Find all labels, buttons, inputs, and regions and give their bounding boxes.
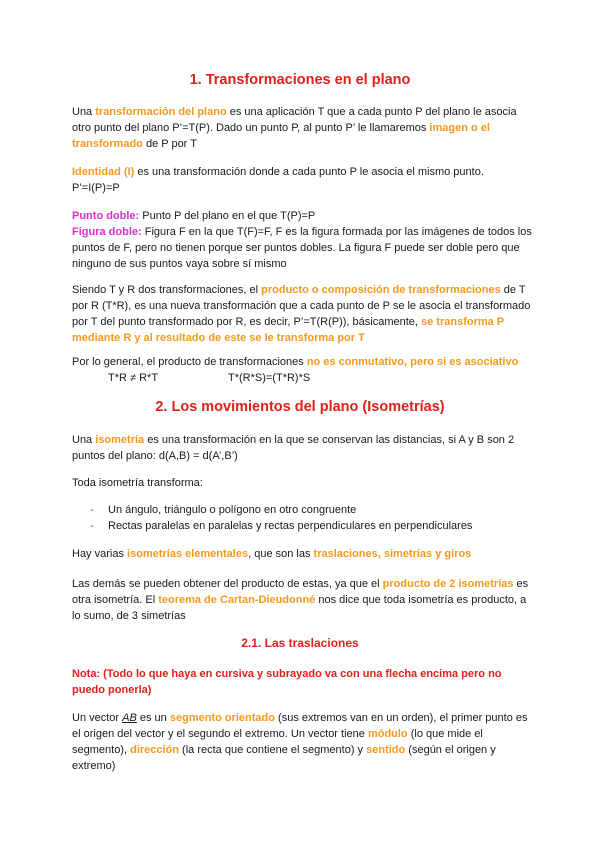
paragraph-transformacion: Una transformación del plano es una aplicación T que a cada punto P del plano le asocia otro punto del plano P’=T(P). Dado un punto P, al punto P’ le llamaremos imagen o el transformado de P por T [72,106,517,150]
list-item: - Un ángulo, triángulo o polígono en otro congruente [90,502,530,518]
highlight-conmutativo: no es conmutativo, pero si es asociativo [306,356,519,368]
paragraph-conmutativo: Por lo general, el producto de transformaciones no es conmutativo, pero si es asociativo [72,356,519,368]
highlight-producto: producto o composición de transformaciones [261,284,501,296]
highlight-sentido: sentido [366,744,406,756]
highlight-producto-isometrias: producto de 2 isometrías [382,578,514,590]
isometria-properties-list [90,502,530,534]
formula-asociativo: T*(R*S)=(T*R)*S [228,372,311,384]
highlight-modulo: módulo [367,728,408,740]
highlight-traslaciones-simetrias-giros: traslaciones, simetrías y giros [313,548,472,560]
highlight-figura-doble: Figura doble: [72,226,142,238]
highlight-punto-doble: Punto doble: [72,210,140,222]
highlight-teorema: teorema de Cartan-Dieudonné [158,594,316,606]
paragraph-producto: Siendo T y R dos transformaciones, el producto o composición de transformaciones de T por R (T*R), es una nueva transformación que a cada punto de P se le asocia el transformado por T del punto transformado por R, es decir, P’=T(R(P)), básicamente, se transforma P mediante R y al resultado de este se le transforma por T [72,284,531,344]
highlight-identidad: Identidad (I) [72,166,135,178]
highlight-isometrias-elementales: isometrías elementales [127,548,249,560]
paragraph-puntos-dobles: Punto doble: Punto P del plano en el que T(P)=P Figura doble: Figura F en la que T(F)=F, F es la figura formada por las imágenes de todos los puntos de F, pero no tienen porque ser puntos dobles. La figura F puede ser doble pero que ninguno de sus puntos vaya sobre sí mismo [72,210,532,270]
section-title-2: 2. Los movimientos del plano (Isometrías) [155,399,445,415]
section-title-2-1: 2.1. Las traslaciones [241,636,359,650]
highlight-segmento-orientado: segmento orientado [169,712,275,724]
highlight-direccion: dirección [130,744,179,756]
paragraph-isometrias-elementales: Hay varias isometrías elementales, que son las traslaciones, simetrías y giros [72,548,472,560]
paragraph-toda-isometria: Toda isometría transforma: [72,477,203,489]
highlight-imagen: imagen o el transformado [72,122,490,150]
paragraph-isometria: Una isometría es una transformación en la que se conservan las distancias, si A y B son 2 puntos del plano: d(A,B) = d(A’,B’) [72,434,515,462]
list-item: - Rectas paralelas en paralelas y rectas perpendiculares en perpendiculares [90,518,530,534]
formula-no-conmutativo: T*R ≠ R*T [108,372,159,384]
paragraph-cartan: Las demás se pueden obtener del producto de estas, ya que el producto de 2 isometrías es otra isometría. El teorema de Cartan-Dieudonné nos dice que toda isometría es producto, a lo sumo, de 3 simetrías [72,578,529,622]
paragraph-identidad: Identidad (I) es una transformación donde a cada punto P le asocia el mismo punto. P’=I(P)=P [72,166,484,194]
highlight-isometria: isometría [95,434,145,446]
highlight-transformacion: transformación del plano [95,106,227,118]
paragraph-vector: Un vector AB es un segmento orientado (sus extremos van en un orden), el primer punto es el origen del vector y el segundo el extremo. Un vector tiene módulo (lo que mide el segmento), dirección (la recta que contiene el segmento) y sentido (según el origen y extremo) [72,712,528,772]
vector-ab: AB [122,712,137,724]
section-title-1: 1. Transformaciones en el plano [189,72,411,88]
highlight-se-transforma: se transforma P mediante R y al resultado de este se le transforma por T [72,316,504,344]
note: Nota: (Todo lo que haya en cursiva y subrayado va con una flecha encima pero no puedo ponerla) [72,668,502,696]
